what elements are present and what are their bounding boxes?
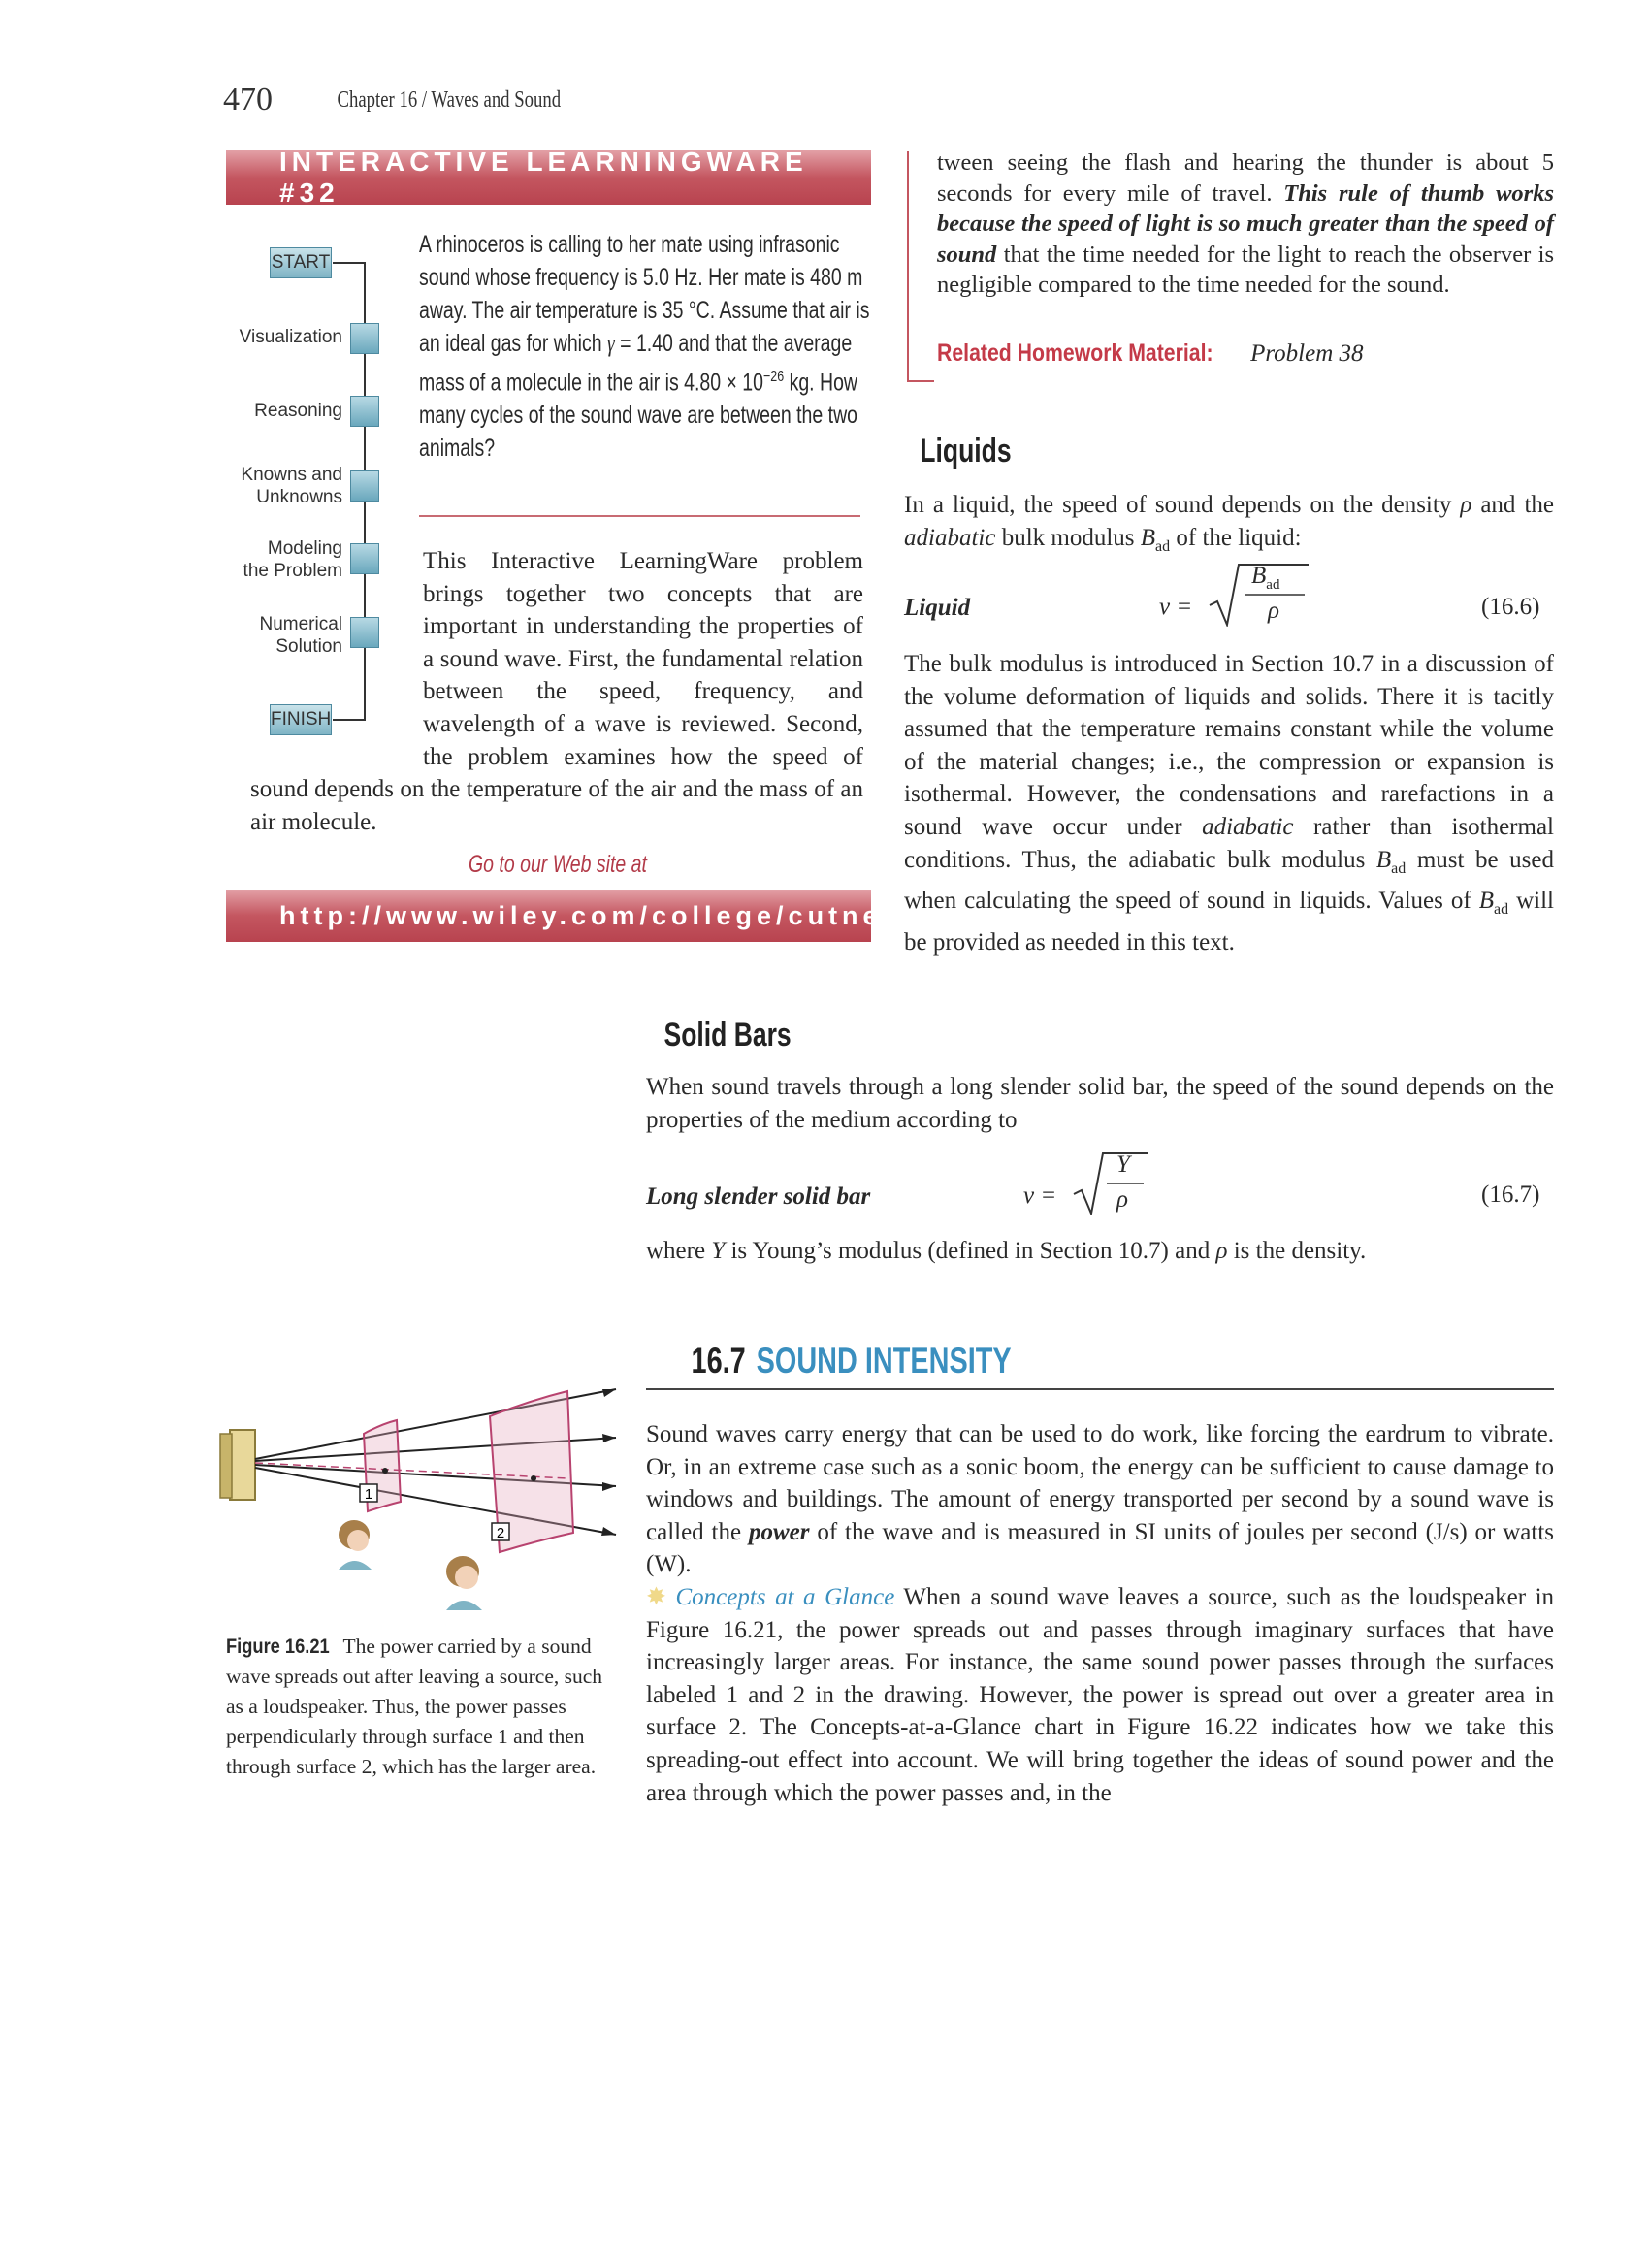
step-modeling: Modeling the Problem: [242, 538, 342, 581]
step-knowns-icon: [350, 470, 379, 502]
ilw-goto-text: Go to our Web site at: [469, 851, 647, 878]
page-number: 470: [223, 81, 273, 117]
liquids-heading: Liquids: [920, 433, 1012, 470]
equation-liquid-lhs: v =: [1159, 594, 1193, 620]
loudspeaker-icon: [230, 1430, 255, 1500]
ilw-url-link[interactable]: http://www.wiley.com/college/cutnell: [226, 890, 871, 942]
equation-bar-denominator: ρ: [1116, 1186, 1128, 1213]
related-homework-value: Problem 38: [1250, 340, 1364, 367]
ilw-divider: [419, 515, 860, 517]
ilw-description: This Interactive LearningWare problem brings together two concepts that are important in understanding the properties of a sound wave. First, the fundamental relation between the speed, frequency, and wavelength of a wave is reviewed. Second, the problem examines how the speed of sound depends on the temperature of the air and the mass of an air molecule.: [250, 548, 863, 835]
sidebar-rule: [907, 151, 909, 382]
section-heading: [692, 1341, 1012, 1381]
sqrt-sign: [1072, 1151, 1149, 1215]
related-homework: [937, 340, 1364, 368]
concept-star-icon: ✸: [646, 1583, 666, 1610]
youngs-modulus-text: where Y is Young’s modulus (defined in Section 10.7) and ρ is the density.: [646, 1238, 1367, 1264]
step-visualization-icon: [350, 323, 379, 354]
figure-label: Figure 16.21: [226, 1635, 330, 1658]
listener-icon: [446, 1556, 482, 1610]
step-reasoning: Reasoning: [254, 401, 342, 421]
flow-connector: [333, 262, 366, 264]
thunder-paragraph: tween seeing the flash and hearing the thunder is about 5 seconds for every mile of travel. This rule of thumb works because the speed of light is so much greater than the speed of sound that the time needed for the light to reach the observer is negligible compared to the time needed for the sound.: [937, 149, 1554, 298]
sidebar-rule-foot: [907, 380, 934, 382]
listener-icon: [339, 1520, 372, 1570]
equation-bar: [1023, 1150, 1159, 1217]
bulk-modulus-paragraph: The bulk modulus is introduced in Section 10.7 in a discussion of the volume deformation of liquids and solids. There it is tacitly assumed that the temperature remains constant while the volume of the material changes; i.e., the compression or expansion is isothermal. However, the condensations and rarefactions in a sound wave occur under adiabatic rather than isothermal conditions. Thus, the adiabatic bulk modulus $B_{ad}$ must be used when calculating the speed of sound in liquids. Values of $B_{ad}$ will be provided as needed in this text.: [904, 651, 1554, 956]
section-number: 16.7: [691, 1341, 746, 1380]
running-head: Chapter 16 / Waves and Sound: [337, 87, 562, 113]
related-homework-label: Related Homework Material:: [937, 340, 1213, 367]
liquids-paragraph: In a liquid, the speed of sound depends on the density ρ and the adiabatic bulk modulus $B_{ad}$ of the liquid:: [904, 492, 1554, 555]
equation-liquid-label: Liquid: [904, 595, 971, 621]
equation-bar-number: (16.7): [1481, 1182, 1540, 1208]
equation-liquid-numerator: $B_{ad}$: [1251, 563, 1280, 593]
step-numerical: Numerical Solution: [259, 614, 342, 657]
equation-bar-numerator: Y: [1116, 1151, 1130, 1178]
section-rule: [646, 1388, 1554, 1390]
ilw-banner: INTERACTIVE LEARNINGWARE #32: [226, 150, 871, 205]
step-reasoning-icon: [350, 396, 379, 427]
figure-caption: Figure 16.21 The power carried by a sound wave spreads out after leaving a source, such as a loudspeaker. Thus, the power passes perpendicularly through surface 1 and then through surface 2, which has the larger area.: [226, 1632, 614, 1782]
finish-step: FINISH: [270, 704, 332, 735]
figure-16-21-illustration: [218, 1377, 626, 1620]
step-knowns: Knowns and Unknowns: [241, 465, 342, 507]
step-visualization: Visualization: [239, 327, 342, 347]
equation-liquid-number: (16.6): [1481, 594, 1540, 620]
equation-bar-label: Long slender solid bar: [646, 1183, 871, 1210]
solid-bars-paragraph: When sound travels through a long slender solid bar, the speed of the sound depends on the properties of the medium according to: [646, 1074, 1554, 1133]
equation-liquid: [1159, 561, 1314, 629]
solid-bars-heading: Solid Bars: [663, 1017, 792, 1053]
surface-2-label: 2: [496, 1525, 505, 1541]
ilw-problem-text: A rhinoceros is calling to her mate using infrasonic sound whose frequency is 5.0 Hz. Her mate is 480 m away. The air temperature is 35 °C. Assume that air is an ideal gas for which γ = 1.40 and that the average mass of a molecule in the air is $4.80 \times 10^{-26}$ kg. How many cycles of the sound wave are between the two animals?: [419, 231, 870, 463]
surface-1-label: 1: [364, 1486, 373, 1503]
concepts-at-a-glance-label: Concepts at a Glance: [675, 1583, 895, 1610]
start-step: START: [270, 247, 332, 278]
section-title: SOUND INTENSITY: [756, 1341, 1012, 1380]
equation-bar-lhs: v =: [1023, 1183, 1057, 1209]
sound-intensity-text: Sound waves carry energy that can be used to do work, like forcing the eardrum to vibrate. Or, in an extreme case such as a sonic boom, the energy can be sufficient to cause damage to windows and buildings. The amount of energy transported per second by a sound wave is called the power of the wave and is measured in SI units of joules per second (J/s) or watts (W). ✸ Concepts at a Glance When a sound wave leaves a source, such as the loudspeaker in Figure 16.21, the power spreads out and passes through imaginary surfaces that have increasingly larger areas. For instance, the same sound power passes through the surfaces labeled 1 and 2 in the drawing. However, the power is spread out over a greater area in surface 2. The Concepts-at-a-Glance chart in Figure 16.22 indicates how we take this spreading-out effect into account. We will bring together the ideas of sound power and the area through which the power passes and, in the: [646, 1421, 1555, 1806]
equation-liquid-denominator: ρ: [1268, 598, 1279, 624]
